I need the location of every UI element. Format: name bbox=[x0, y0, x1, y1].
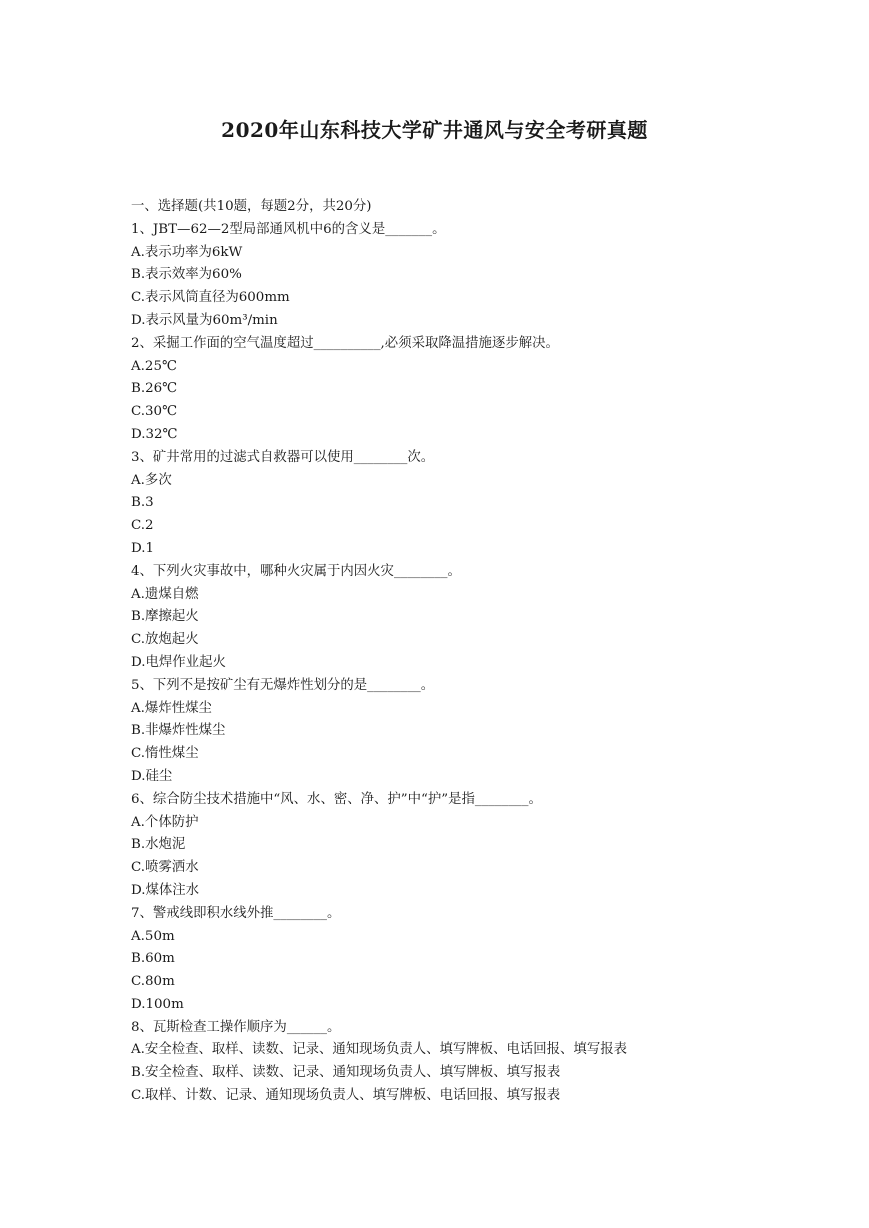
text-line: B.非爆炸性煤尘 bbox=[131, 723, 226, 739]
text-line: 5、下列不是按矿尘有无爆炸性划分的是________。 bbox=[131, 677, 435, 693]
text-line: C.80m bbox=[131, 974, 175, 990]
text-line: D.32℃ bbox=[131, 426, 178, 442]
text-line: A.50m bbox=[131, 928, 175, 944]
text-line: 8、瓦斯检查工操作顺序为______。 bbox=[131, 1019, 341, 1035]
text-line: A.多次 bbox=[131, 472, 172, 488]
text-line: B.安全检查、取样、读数、记录、通知现场负责人、填写牌板、填写报表 bbox=[131, 1065, 561, 1081]
document-title: 2020年山东科技大学矿井通风与安全考研真题 bbox=[221, 118, 648, 142]
text-line: A.遗煤自燃 bbox=[131, 586, 199, 602]
text-line: B.摩擦起火 bbox=[131, 609, 199, 625]
text-line: 7、警戒线即积水线外推________。 bbox=[131, 905, 341, 921]
text-line: C.表示风筒直径为600mm bbox=[131, 290, 290, 306]
text-line: D.表示风量为60m³/min bbox=[131, 312, 278, 328]
text-line: C.取样、计数、记录、通知现场负责人、填写牌板、电话回报、填写报表 bbox=[131, 1088, 561, 1104]
text-line: C.2 bbox=[131, 518, 154, 534]
text-line: B.水炮泥 bbox=[131, 837, 186, 853]
text-line: D.电焊作业起火 bbox=[131, 654, 226, 670]
text-line: 一、选择题(共10题，每题2分，共20分) bbox=[131, 199, 372, 214]
text-line: B.表示效率为60% bbox=[131, 267, 242, 283]
text-line: 4、下列火灾事故中，哪种火灾属于内因火灾________。 bbox=[131, 563, 461, 579]
text-line: B.26℃ bbox=[131, 381, 178, 397]
text-line: 2、采掘工作面的空气温度超过__________,必须采取降温措施逐步解决。 bbox=[131, 335, 559, 351]
text-line: D.100m bbox=[131, 996, 184, 1012]
text-line: D.1 bbox=[131, 540, 155, 556]
text-line: A.安全检查、取样、读数、记录、通知现场负责人、填写牌板、电话回报、填写报表 bbox=[131, 1042, 627, 1058]
text-line: B.3 bbox=[131, 495, 154, 511]
text-line: C.放炮起火 bbox=[131, 632, 199, 648]
text-line: A.表示功率为6kW bbox=[131, 244, 243, 260]
text-line: C.喷雾洒水 bbox=[131, 860, 199, 876]
text-line: A.爆炸性煤尘 bbox=[131, 700, 212, 716]
text-line: 1、JBT—62—2型局部通风机中6的含义是_______。 bbox=[131, 221, 446, 237]
text-line: B.60m bbox=[131, 951, 175, 967]
text-line: D.硅尘 bbox=[131, 768, 173, 784]
text-line: A.个体防护 bbox=[131, 814, 199, 830]
text-line: 6、综合防尘技术措施中“风、水、密、净、护”中“护”是指________。 bbox=[131, 791, 542, 807]
text-line: 3、矿井常用的过滤式自救器可以使用________次。 bbox=[131, 449, 435, 465]
text-line: C.30℃ bbox=[131, 404, 178, 420]
question-body bbox=[131, 196, 771, 1108]
text-line: C.惰性煤尘 bbox=[131, 746, 199, 762]
text-line: A.25℃ bbox=[131, 358, 177, 374]
text-line: D.煤体注水 bbox=[131, 882, 200, 898]
